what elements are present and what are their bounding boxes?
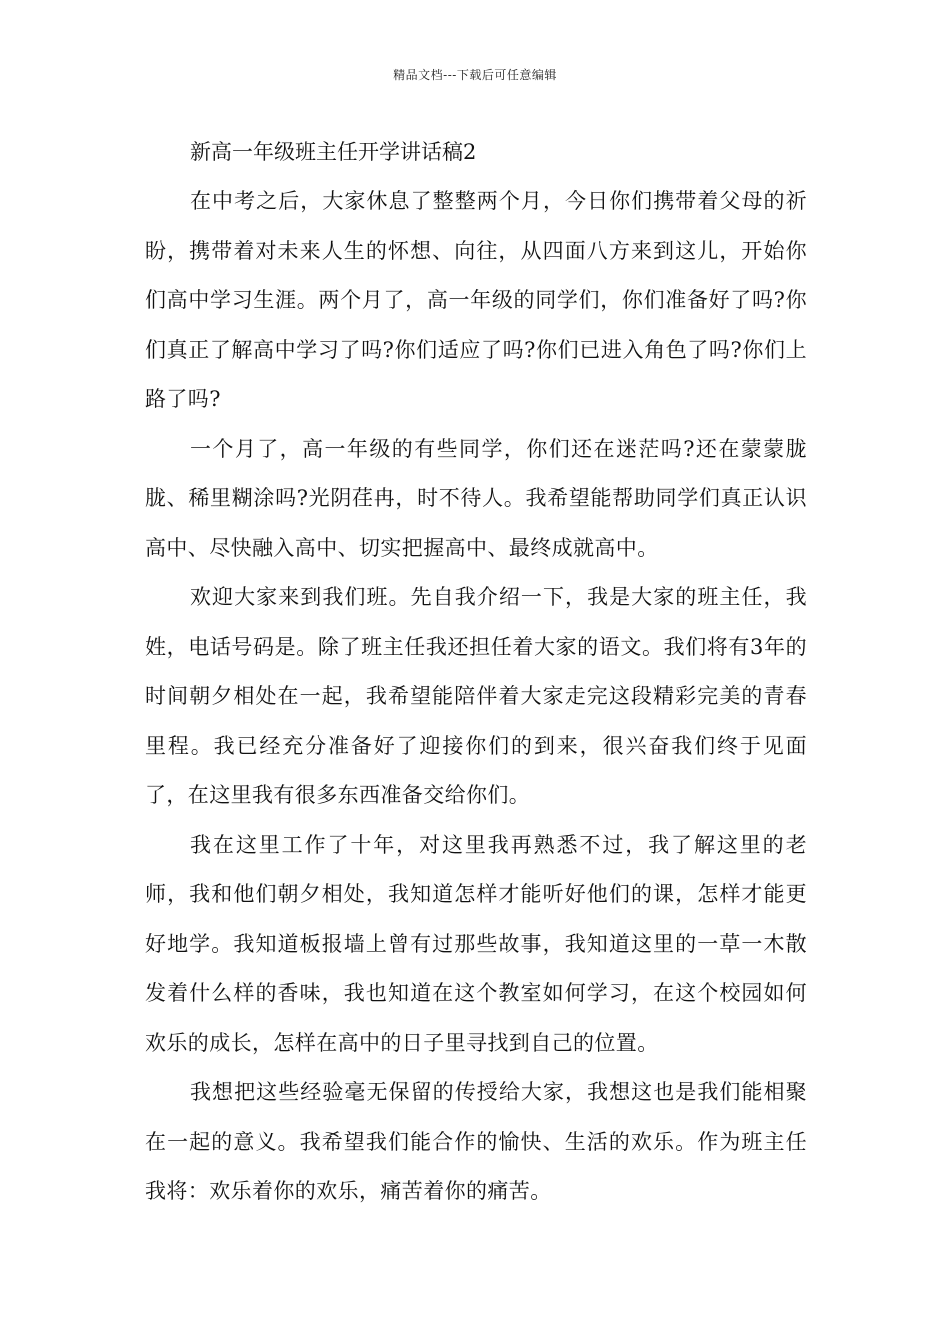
paragraph: 我想把这些经验毫无保留的传授给大家，我想这也是我们能相聚在一起的意义。我希望我们能合作的愉快、生活的欢乐。作为班主任我将：欢乐着你的欢乐，痛苦着你的痛苦。: [145, 1080, 807, 1203]
page-header: 精品文档---下载后可任意编辑: [393, 68, 557, 82]
paragraph: 在中考之后，大家休息了整整两个月，今日你们携带着父母的祈盼，携带着对未来人生的怀想、向往，从四面八方来到这儿，开始你们高中学习生涯。两个月了，高一年级的同学们，你们准备好了吗?你们真正了解高中学习了吗?你们适应了吗?你们已进入角色了吗?你们上路了吗?: [145, 189, 807, 411]
paragraph: 一个月了，高一年级的有些同学，你们还在迷茫吗?还在蒙蒙胧胧、稀里糊涂吗?光阴荏冉，时不待人。我希望能帮助同学们真正认识高中、尽快融入高中、切实把握高中、最终成就高中。: [145, 436, 807, 560]
document-title: 新高一年级班主任开学讲话稿2: [190, 140, 477, 164]
document-body: [145, 128, 807, 1217]
paragraph: 我在这里工作了十年，对这里我再熟悉不过，我了解这里的老师，我和他们朝夕相处，我知道怎样才能听好他们的课，怎样才能更好地学。我知道板报墙上曾有过那些故事，我知道这里的一草一木散发着什么样的香味，我也知道在这个教室如何学习，在这个校园如何欢乐的成长，怎样在高中的日子里寻找到自己的位置。: [145, 832, 807, 1055]
paragraph: 欢迎大家来到我们班。先自我介绍一下，我是大家的班主任，我姓，电话号码是。除了班主任我还担任着大家的语文。我们将有3年的时间朝夕相处在一起，我希望能陪伴着大家走完这段精彩完美的青春里程。我已经充分准备好了迎接你们的到来，很兴奋我们终于见面了，在这里我有很多东西准备交给你们。: [145, 585, 807, 807]
